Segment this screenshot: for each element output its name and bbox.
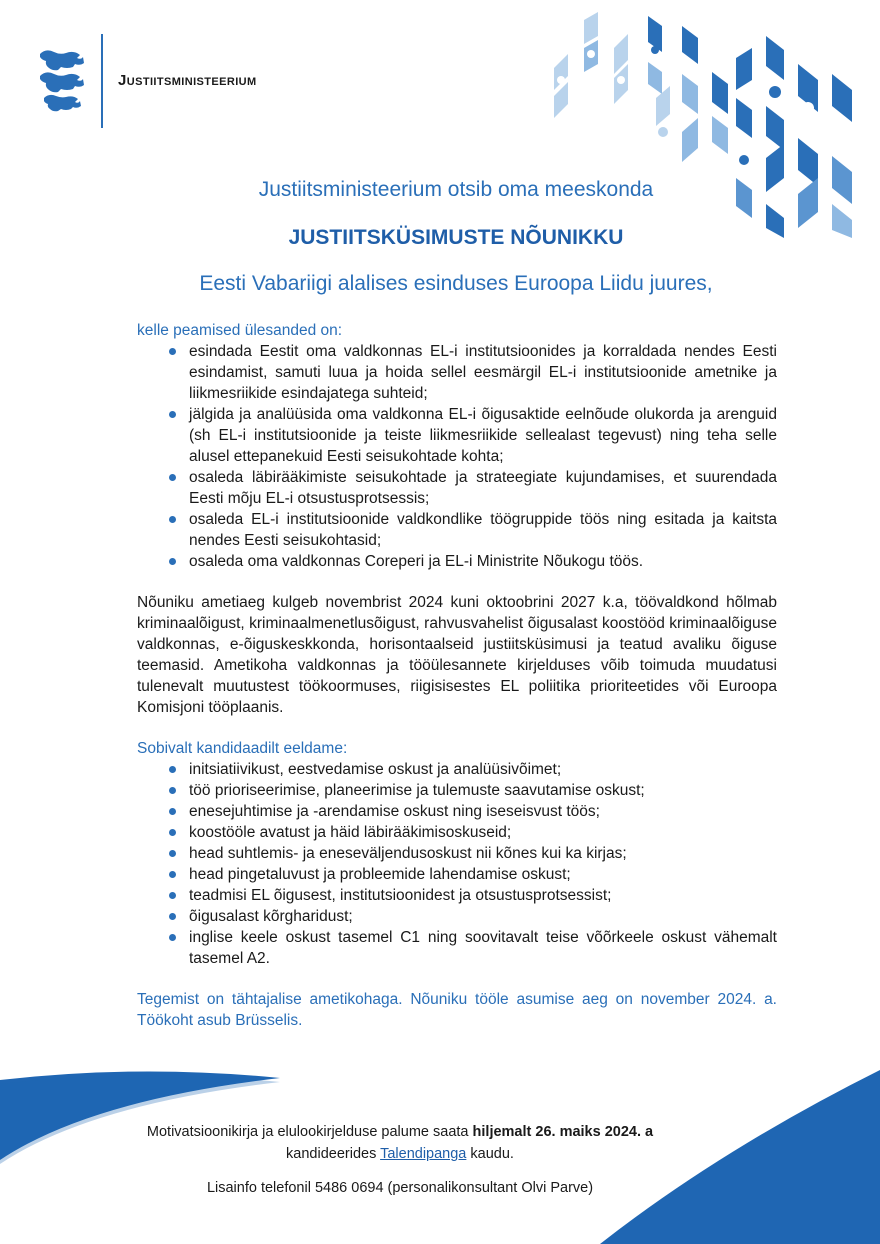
list-item: initsiatiivikust, eestvedamise oskust ja analüüsivõimet; xyxy=(189,759,777,780)
list-item: jälgida ja analüüsida oma valdkonna EL-i õigusaktide eelnõude olukorda ja arenguid (sh EL-i institutsioonide ja teiste liikmesriikide sellealast tegevust) ning teha selle alusel ettepanekuid Eesti seisukohtade kohta; xyxy=(189,406,777,465)
position-subtitle: Eesti Vabariigi alalises esinduses Euroopa Liidu juures, xyxy=(199,272,713,295)
list-item: osaleda läbirääkimiste seisukohtade ja strateegiate kujundamises, et suurendada Eesti mõju EL-i otsustusprotsessis; xyxy=(189,469,777,507)
list-item: teadmisi EL õigusest, institutsioonidest ja otsustusprotsessist; xyxy=(189,885,777,906)
apply-text: Motivatsioonikirja ja elulookirjelduse palume saata xyxy=(146,1124,473,1140)
pattern-shapes xyxy=(554,12,852,238)
requirements-list xyxy=(137,759,777,969)
list-item: õigusalast kõrgharidust; xyxy=(189,906,777,927)
list-item: koostööle avatust ja häid läbirääkimisoskuseid; xyxy=(189,822,777,843)
list-item: head pingetaluvust ja probleemide lahendamise oskust; xyxy=(189,864,777,885)
list-item: inglise keele oskust tasemel C1 ning soovitavalt teise võõrkeele oskust vähemalt tasemel A2. xyxy=(189,929,777,967)
list-item: töö prioriseerimise, planeerimise ja tulemuste saavutamise oskust; xyxy=(189,780,777,801)
apply-text: kaudu. xyxy=(466,1146,514,1162)
apply-instructions xyxy=(120,1121,680,1165)
list-item: osaleda EL-i institutsioonide valdkondlike töögruppide töös ning esitada ja kaitsta nendes Eesti seisukohtasid; xyxy=(189,511,777,549)
position-title: JUSTIITSKÜSIMUSTE NÕUNIKKU xyxy=(288,226,624,249)
ministry-name: Justiitsministeerium xyxy=(118,72,257,89)
talendipank-link[interactable]: Talendipanga xyxy=(380,1146,467,1162)
closing-paragraph: Tegemist on tähtajalise ametikohaga. Nõuniku tööle asumise aeg on november 2024. a. Töökoht asub Brüsselis. xyxy=(137,991,777,1029)
tasks-list xyxy=(137,341,777,572)
main-content xyxy=(137,320,777,1031)
list-item: esindada Eestit oma valdkonnas EL-i institutsioonides ja korraldada nendes Eesti esindamist, samuti luua ja hoida sellel eesmärgil EL-i institutsioonide ametnike ja liikmesriikide esindajatega suhteid; xyxy=(189,343,777,402)
intro-line: Justiitsministeerium otsib oma meeskonda xyxy=(258,178,654,201)
list-item: head suhtlemis- ja eneseväljendusoskust nii kõnes kui ka kirjas; xyxy=(189,843,777,864)
three-lions-crest-icon xyxy=(36,46,88,114)
logo-divider xyxy=(101,34,103,128)
list-item: enesejuhtimise ja -arendamise oskust ning iseseisvust töös; xyxy=(189,801,777,822)
list-item: osaleda oma valdkonnas Coreperi ja EL-i Ministrite Nõukogu töös. xyxy=(189,551,777,572)
header xyxy=(0,0,880,240)
requirements-lead: Sobivalt kandidaadilt eeldame: xyxy=(137,740,348,757)
contact-info: Lisainfo telefonil 5486 0694 (personalikonsultant Olvi Parve) xyxy=(206,1180,594,1196)
decorative-pattern xyxy=(540,8,870,238)
deadline: hiljemalt 26. maiks 2024. a xyxy=(472,1124,654,1140)
tasks-lead: kelle peamised ülesanded on: xyxy=(137,322,343,339)
apply-text: kandideerides xyxy=(286,1146,381,1162)
term-paragraph: Nõuniku ametiaeg kulgeb novembrist 2024 kuni oktoobrini 2027 k.a, töövaldkond hõlmab kriminaalõigust, kriminaalmenetlusõigust, rahvusvahelist õigusalast koostööd kriminaalõiguse valdkonnas, e-õiguskeskkonda, horisontaalseid justiitsküsimusi ja teatud avaliku õiguse teemasid. Ametikoha valdkonnas ja tööülesannete kirjelduses võib toimuda muudatusi tulenevalt muutustest töökoormuses, riigisisestes EL poliitika prioriteetides või Euroopa Komisjoni tööplaanis. xyxy=(137,594,777,716)
